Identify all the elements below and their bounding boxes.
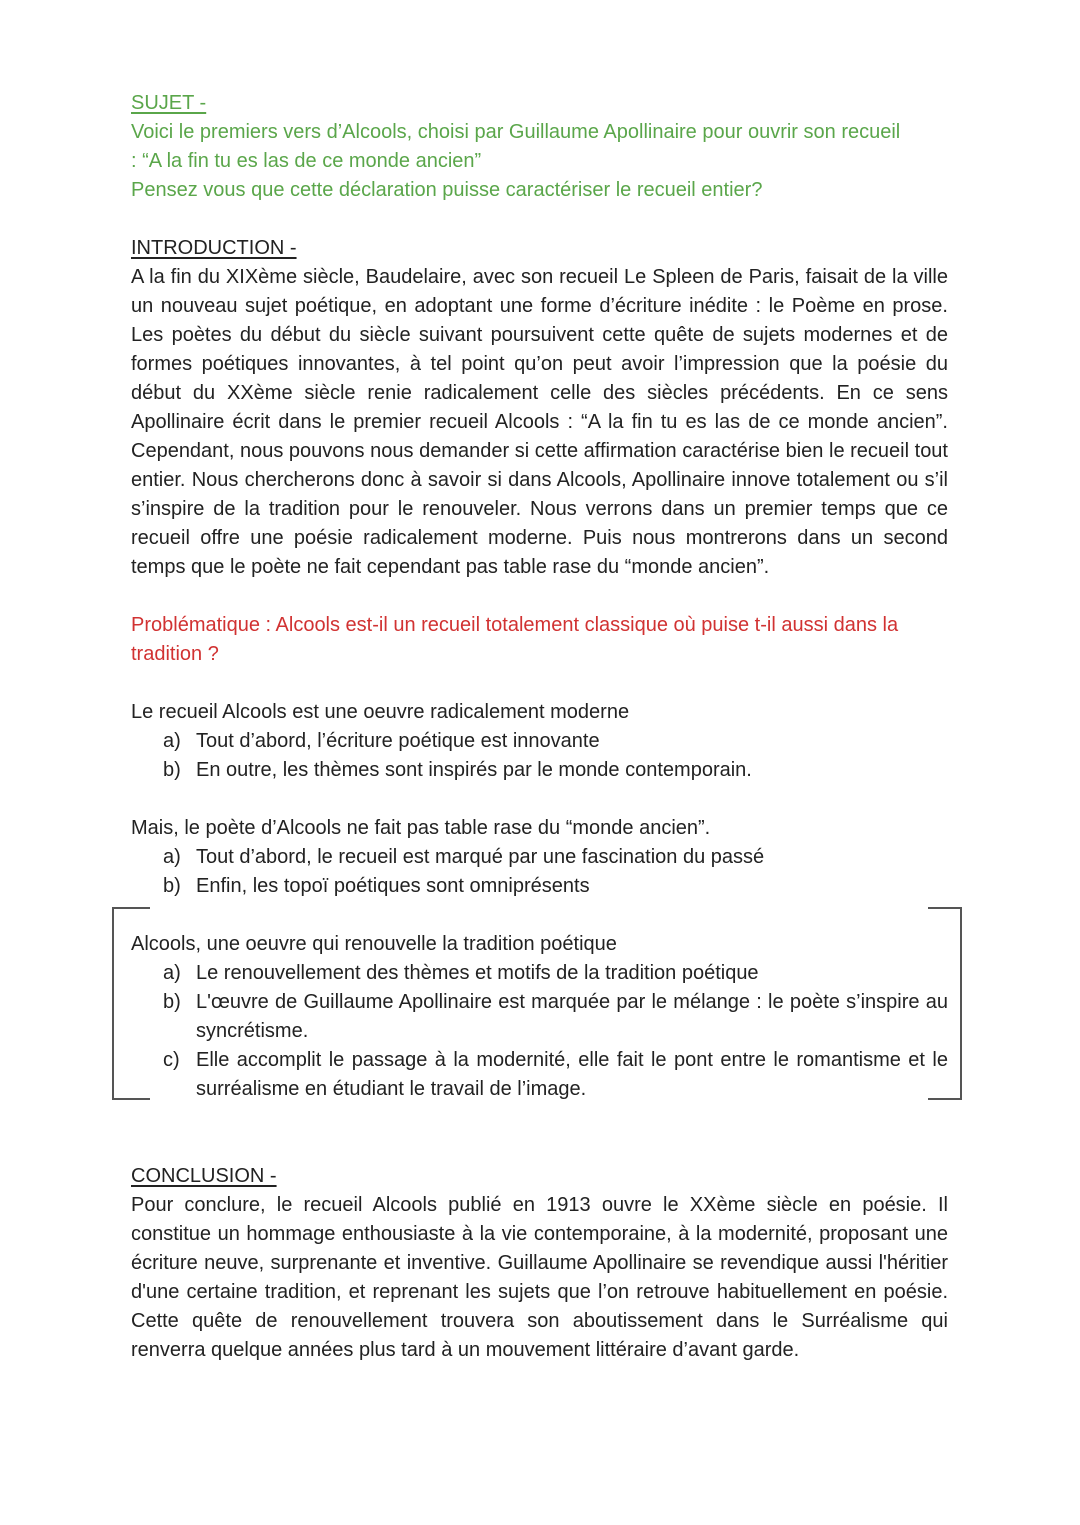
list-marker: a): [163, 846, 181, 868]
subject-text: Voici le premiers vers d’Alcools, choisi par Guillaume Apollinaire pour ouvrir son recueil : “A la fin tu es las de ce monde ancien”: [131, 121, 901, 172]
introduction-text: A la fin du XIXème siècle, Baudelaire, avec son recueil Le Spleen de Paris, faisait de la ville un nouveau sujet poétique, en adoptant une forme d’écriture inédite : le Poème en prose. Les poètes du début du siècle suivant poursuivent cette quête de sujets modernes et de formes poétiques innovantes, à tel point qu’on peut avoir l’impression que la poésie du début du XXème siècle renie radicalement celle des siècles précédents. En ce sens Apollinaire écrit dans le premier recueil Alcools : “A la fin tu es las de ce monde ancien”. Cependant, nous pouvons nous demander si cette affirmation caractérise bien le recueil tout entier. Nous chercherons donc à savoir si dans Alcools, Apollinaire innove totalement ou s’il s’inspire de la tradition pour le renouveler. Nous verrons dans un premier temps que ce recueil offre une poésie radicalement moderne. Puis nous montrerons dans un second temps que le poète ne fait cependant pas table rase du “monde ancien”.: [131, 266, 948, 578]
plan-part-title: Mais, le poète d’Alcools ne fait pas table rase du “monde ancien”.: [131, 817, 711, 839]
list-marker: a): [163, 730, 181, 752]
plan-part-3: [131, 930, 948, 1104]
plan-item: [131, 988, 948, 1046]
plan-item: [131, 1046, 948, 1104]
plan-item: [131, 872, 948, 901]
conclusion-heading: CONCLUSION -: [131, 1165, 277, 1187]
plan-item: [131, 756, 948, 785]
plan-item: [131, 843, 948, 872]
plan-item-text: Tout d’abord, le recueil est marqué par une fascination du passé: [196, 846, 765, 868]
list-marker: b): [163, 991, 181, 1013]
plan-item-text: Tout d’abord, l’écriture poétique est innovante: [196, 730, 600, 752]
subject-question: Pensez vous que cette déclaration puisse caractériser le recueil entier?: [131, 179, 763, 201]
plan-item-text: En outre, les thèmes sont inspirés par le monde contemporain.: [196, 759, 752, 781]
plan-item-text: Le renouvellement des thèmes et motifs de la tradition poétique: [196, 962, 759, 984]
list-marker: c): [163, 1049, 180, 1071]
plan-item: [131, 727, 948, 756]
plan-item-text: Elle accomplit le passage à la modernité, elle fait le pont entre le romantisme et le surréalisme en étudiant le travail de l’image.: [196, 1049, 948, 1100]
problematique-text: Problématique : Alcools est-il un recueil totalement classique où puise t-il aussi dans la tradition ?: [131, 614, 899, 665]
introduction-heading: INTRODUCTION -: [131, 237, 297, 259]
plan-part-title: Le recueil Alcools est une oeuvre radicalement moderne: [131, 701, 630, 723]
plan-part-title: Alcools, une oeuvre qui renouvelle la tradition poétique: [131, 933, 617, 955]
list-marker: b): [163, 875, 181, 897]
introduction-section: [131, 234, 948, 582]
plan-part-2: [131, 814, 948, 901]
list-marker: b): [163, 759, 181, 781]
list-marker: a): [163, 962, 181, 984]
subject-section: [131, 89, 948, 205]
conclusion-text: Pour conclure, le recueil Alcools publié en 1913 ouvre le XXème siècle en poésie. Il constitue un hommage enthousiaste à la vie contemporaine, à la modernité, proposant une écriture neuve, surprenante et inventive. Guillaume Apollinaire se revendique aussi l'héritier d'une certaine tradition, et reprenant les sujets que l’on retrouve habituellement en poésie. Cette quête de renouvellement trouvera son aboutissement dans le Surréalisme qui renverra quelque années plus tard à un mouvement littéraire d’avant garde.: [131, 1194, 948, 1361]
plan-item-text: Enfin, les topoï poétiques sont omniprésents: [196, 875, 590, 897]
conclusion-section: [131, 1162, 948, 1365]
plan-part-1: [131, 698, 948, 785]
document-page: [131, 89, 948, 1365]
plan-item-text: L'œuvre de Guillaume Apollinaire est marquée par le mélange : le poète s’inspire au syncrétisme.: [196, 991, 948, 1042]
plan-item: [131, 959, 948, 988]
subject-heading: SUJET -: [131, 92, 207, 114]
